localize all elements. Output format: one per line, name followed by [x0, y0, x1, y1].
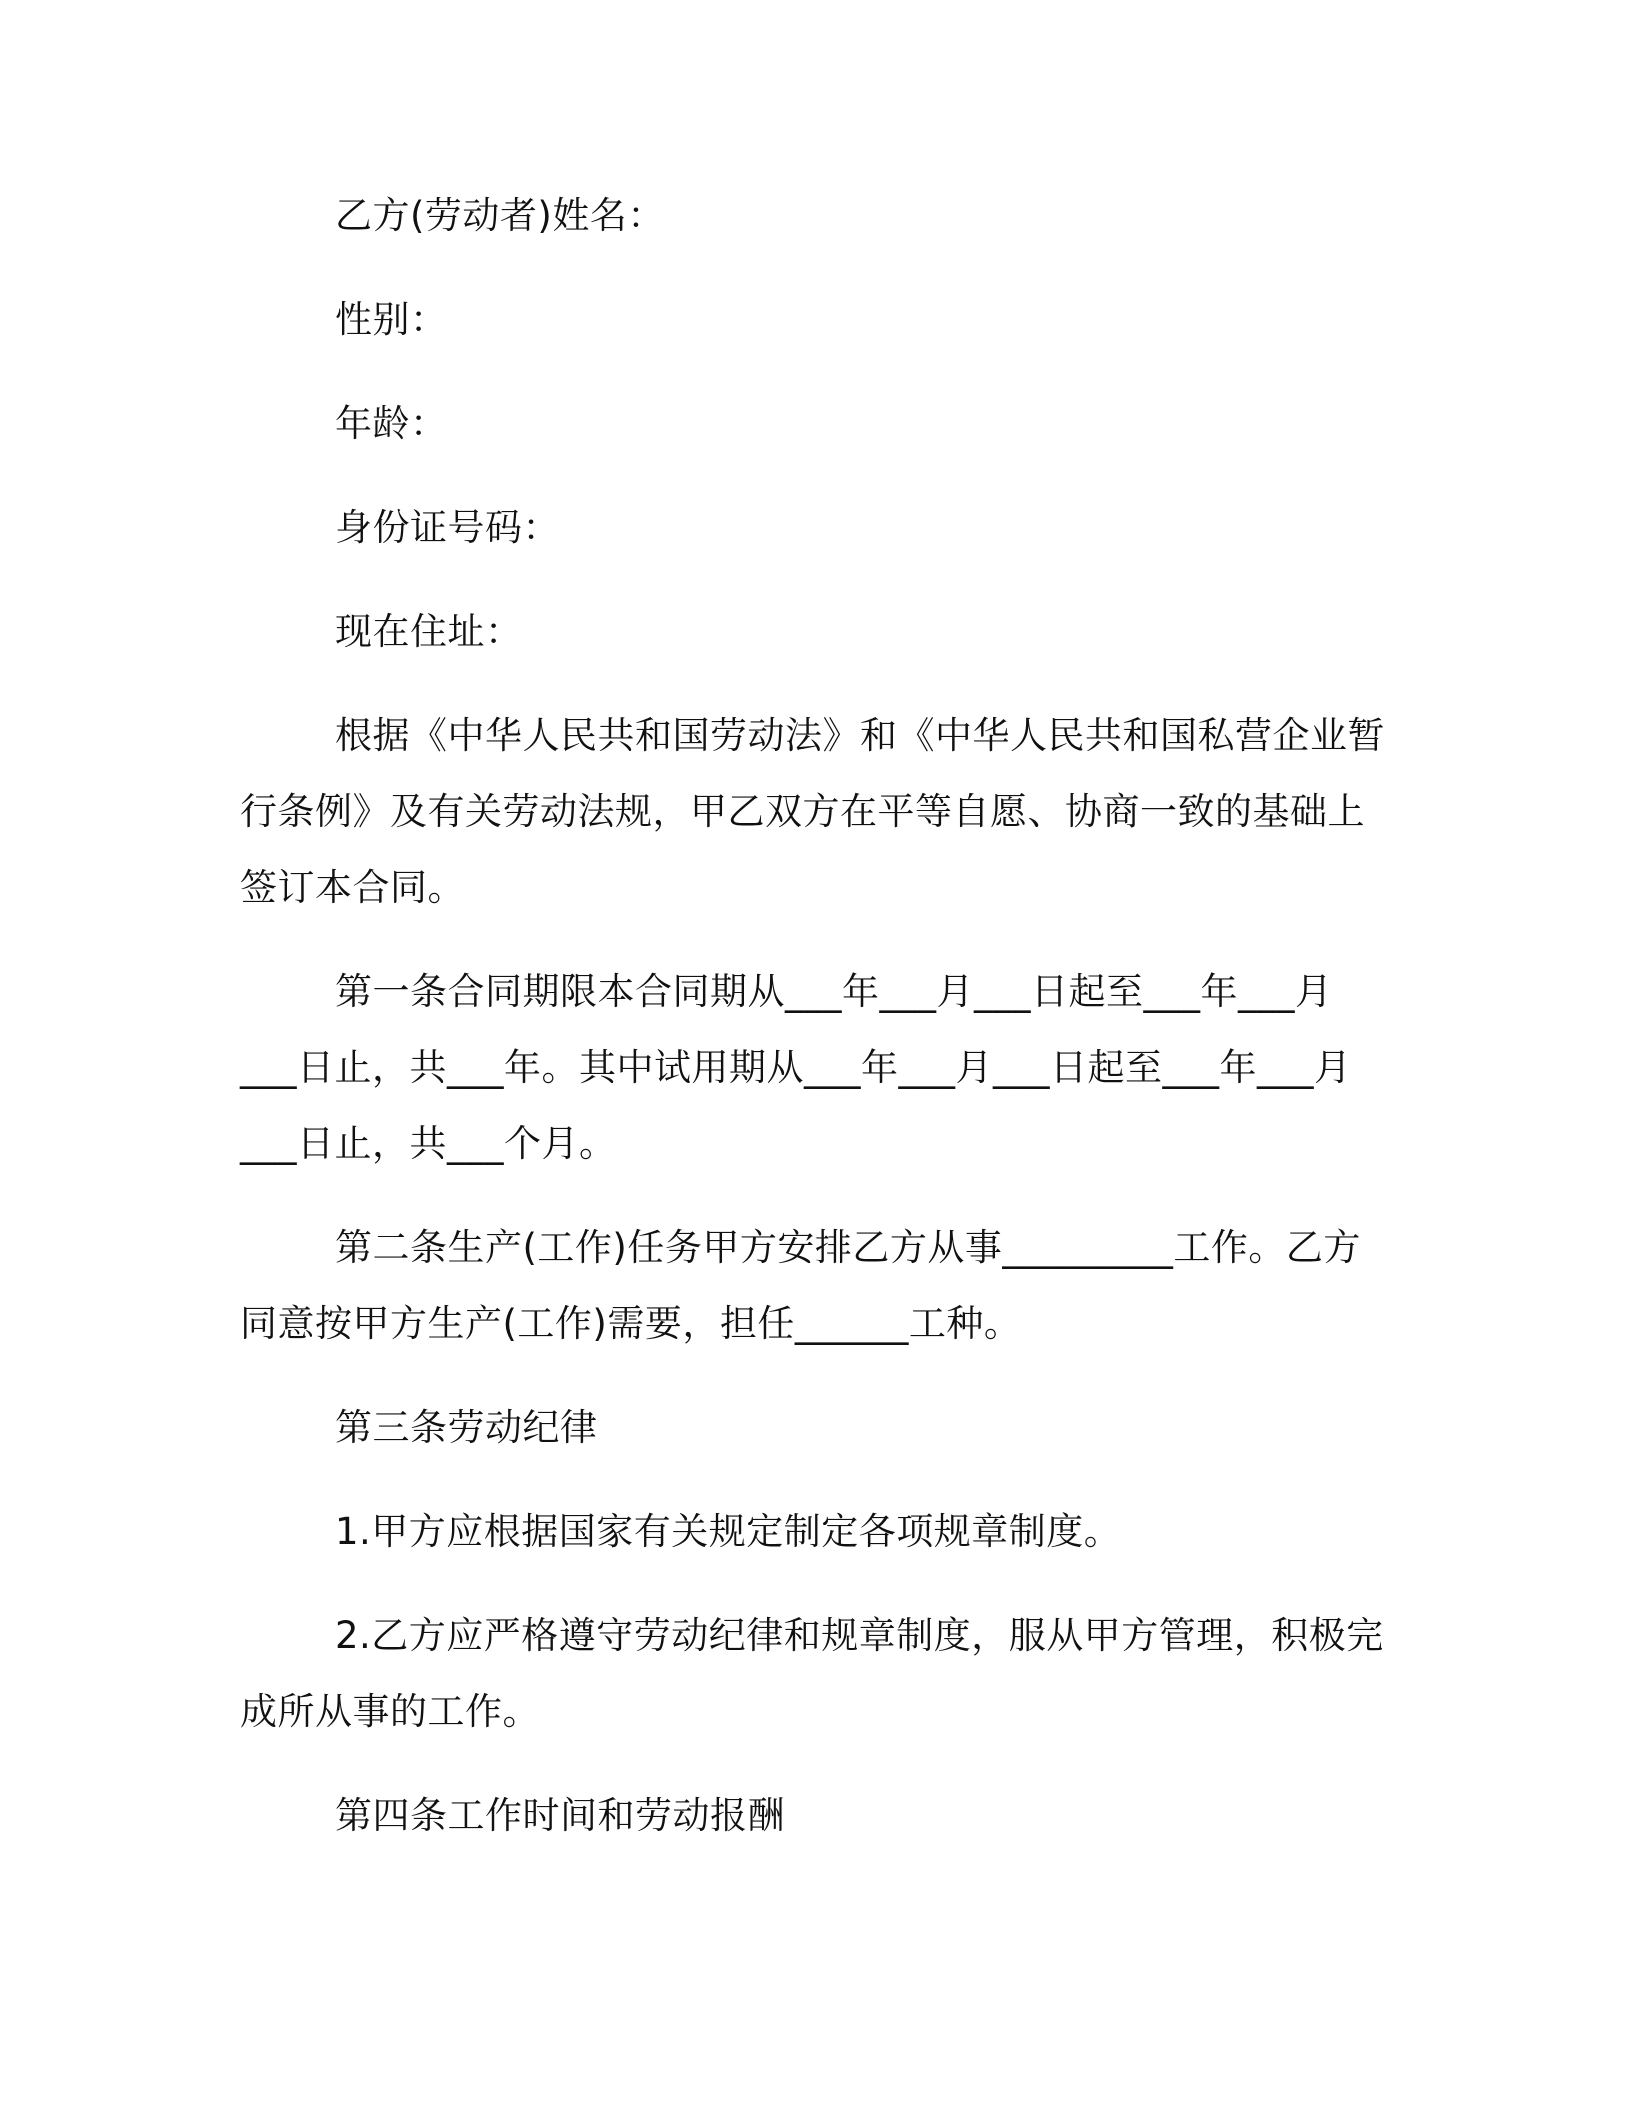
- article-1-line-1: 第一条合同期限本合同期从___年___月___日起至___年___月: [335, 970, 1333, 1013]
- address-label: 现在住址：: [335, 610, 523, 653]
- id-number-label: 身份证号码：: [335, 506, 560, 549]
- party-b-name-label: 乙方(劳动者)姓名：: [335, 194, 665, 237]
- age-label: 年龄：: [335, 402, 448, 445]
- preamble-line-1: 根据《中华人民共和国劳动法》和《中华人民共和国私营企业暂: [335, 714, 1385, 757]
- article-2-line-2: 同意按甲方生产(工作)需要，担任______工种。: [240, 1302, 1022, 1345]
- article-2-line-1: 第二条生产(工作)任务甲方安排乙方从事_________工作。乙方: [335, 1226, 1361, 1269]
- article-3-item-2-line-1: 2.乙方应严格遵守劳动纪律和规章制度，服从甲方管理，积极完: [335, 1614, 1384, 1657]
- article-3-heading: 第三条劳动纪律: [335, 1406, 598, 1449]
- gender-label: 性别：: [335, 298, 448, 341]
- article-1-line-2: ___日止，共___年。其中试用期从___年___月___日起至___年___月: [240, 1046, 1352, 1089]
- preamble-line-3: 签订本合同。: [240, 866, 465, 909]
- article-1-line-3: ___日止，共___个月。: [240, 1122, 617, 1165]
- article-3-item-2-line-2: 成所从事的工作。: [240, 1690, 540, 1733]
- article-3-item-1: 1.甲方应根据国家有关规定制定各项规章制度。: [335, 1510, 1122, 1553]
- preamble-line-2: 行条例》及有关劳动法规，甲乙双方在平等自愿、协商一致的基础上: [240, 790, 1365, 833]
- article-4-heading: 第四条工作时间和劳动报酬: [335, 1794, 785, 1837]
